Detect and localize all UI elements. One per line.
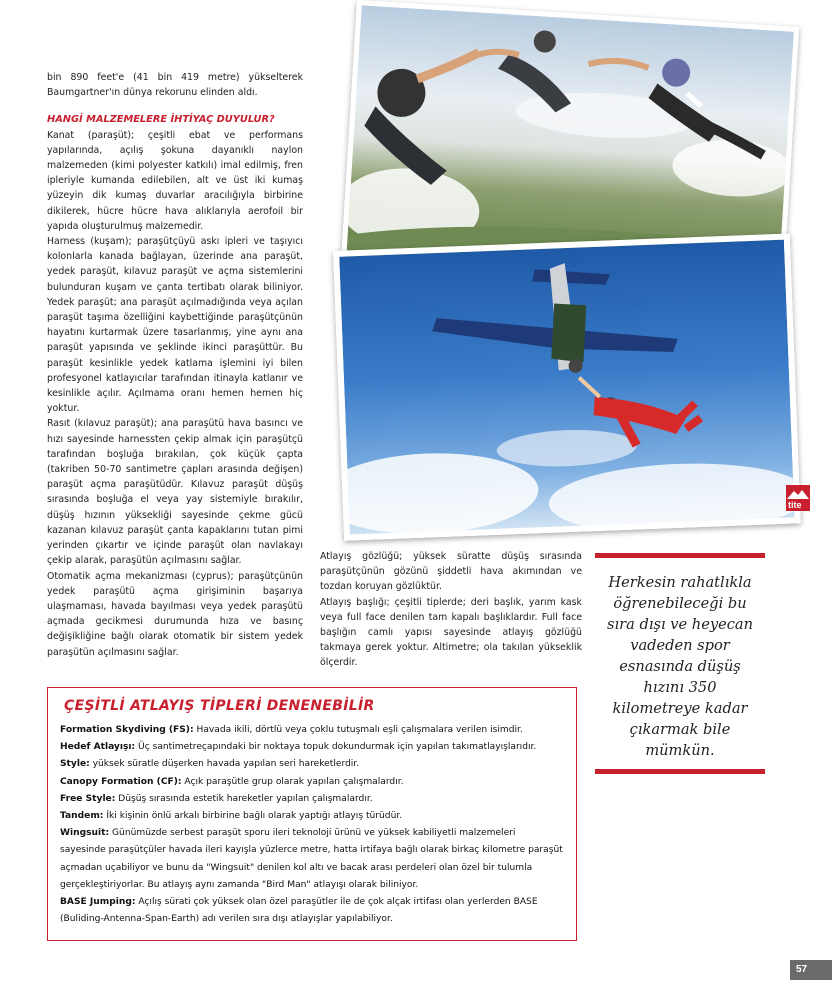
magazine-logo-text: tite (788, 500, 802, 510)
item-term: Wingsuit: (60, 828, 110, 839)
paragraph-intro: bin 890 feet'e (41 bin 419 metre) yükselterek Baumgartner'ın dünya rekorunu elinden aldı. (47, 72, 303, 99)
item-text: yüksek süratle düşerken havada yapılan seri hareketlerdir. (89, 759, 360, 770)
list-item (60, 808, 564, 825)
jump-types-box (47, 687, 577, 941)
paragraph-harness: Harness (kuşam); paraşütçüyü askı ipleri ve taşıyıcı kolonlarla kanada bağlayan, üzerinde ana paraşüt, yedek paraşüt, kılavuz paraşüt ve açma sistemlerini bulunduran kuşam ve çanta tertibatı olarak biliniyor. Yedek paraşüt; ana paraşüt açılmadığında veya açılan paraşüt taşıma özelliğini kaybettiğinde paraşütçünün hayatını kurtarmak üzere tasarlanmış, yine aynı ana paraşüt yapısında ve şeklinde ikinci paraşüttür. Bu paraşüt kesinlikle yedek katlama işlemini iyi bilen profesyonel katlayıcılar tarafından itinayla katlanır ve kesinlikle açılır. Açılmama oranı hemen hemen hiç yoktur. (47, 236, 303, 415)
paragraph-kanat: Kanat (paraşüt); çeşitli ebat ve performans yapılarında, açılış şokuna dayanıklı naylon malzemeden (kimi polyester katkılı) imal edilmiş, fren ipleriyle kumanda edilebilen, alt ve üst iki kumaş yüzeyin dik kumaş duvarlar aracılığıyla birbirine dikilerek, hücre hücre hava alıklarıyla aerofoil bir yapıda oluşturulmuş malzemedir. (47, 129, 303, 232)
mountain-icon (786, 488, 810, 500)
item-text: Düşüş sırasında estetik hareketler yapılan çalışmalardır. (115, 793, 373, 804)
jump-types-list (60, 722, 564, 928)
plane-exit-photo (333, 233, 801, 540)
paragraph-rasit: Rasıt (kılavuz paraşüt); ana paraşütü hava basıncı ve hızı sayesinde harnessten çekip almak için paraşütçü tarafından boşluğa bırakılan, çok küçük çapta (takriben 50-70 santimetre çapları arasında değişen) paraşüt açma paraşütüdür. Kılavuz paraşüt düşüş sırasında boşluğa el veya yay sistemiyle bırakılır, düşüş hızının yüksekliği sayesinde çekme gücü kazanan kılavuz paraşüt çanta kapaklarını tutan pimi yerinden çıkartır ve içinde paraşüt olan navlakayı çekip alarak, paraşütün açılmasını sağlar. (47, 418, 303, 567)
item-term: Free Style: (60, 793, 116, 804)
item-term: Canopy Formation (CF): (60, 776, 182, 787)
magazine-logo (786, 485, 810, 511)
item-text: Günümüzde serbest paraşüt sporu ileri teknoloji ürünü ve yüksek kabiliyetli malzemeleri sayesinde paraşütçüler havada ileri kayışla yüzlerce metre, hatta irtifaya bağlı olarak birkaç kilometre paraşüt açmadan uçabiliyor ve bunu da "Wingsuit" denilen kol altı ve bacak arası perdeleri olan özel bir tulumla gerçekleştiriyorlar. Bu atlayış aynı zamanda "Bird Man" atlayışı olarak biliniyor. (60, 828, 563, 890)
paragraph-otomatik: Otomatik açma mekanizması (cyprus); paraşütçünün yedek paraşütü açma girişiminin başarıya ulaşmaması, havada bayılması veya yedek paraşütü açmada gecikmesi durumunda hıza ve basınç değişikliğine bağlı olarak otomatik bir sistem yedek paraşütün açılmasını sağlar. (47, 570, 303, 658)
list-item (60, 739, 564, 756)
item-term: Tandem: (60, 811, 104, 822)
item-term: Formation Skydiving (FS): (60, 725, 194, 735)
page-number: 57 (790, 960, 832, 980)
section-heading: HANGİ MALZEMELERE İHTİYAÇ DUYULUR? (47, 114, 275, 126)
item-term: Style: (60, 759, 90, 770)
pull-quote-text: Herkesin rahatlıkla öğrenebileceği bu sıra dışı ve heyecan vadeden spor esnasında düşüş hızını 350 kilometreye kadar çıkarmak bile mümkün. (607, 574, 753, 759)
list-item (60, 894, 564, 928)
list-item (60, 791, 564, 808)
item-term: Hedef Atlayışı: (60, 742, 136, 753)
paragraph-gozluk: Atlayış gözlüğü; yüksek süratte düşüş sırasında paraşütçünün gözünü şiddetli hava akımından ve tozdan koruyan gözlüktür. (320, 551, 582, 593)
item-text: Açık paraşütle grup olarak yapılan çalışmalardır. (181, 776, 404, 787)
list-item (60, 825, 564, 894)
item-text: Açılış sürati çok yüksek olan özel paraşütler ile de çok alçak irtifası olan yerlerden BASE (Buliding-Antenna-Span-Earth) adı verilen sıra dışı atlayışlar yapılabiliyor. (60, 897, 538, 925)
left-column (47, 70, 303, 660)
paragraph-baslik: Atlayış başlığı; çeşitli tiplerde; deri başlık, yarım kask veya full face denilen tam kapalı başlıklardır. Full face başlığın camlı yapısı sayesinde atlayış gözlüğü takmaya gerek yoktur. Altimetre; ola takılan yükseklik ölçerdir. (320, 596, 582, 669)
quote-bottom-bar (595, 769, 765, 774)
item-term: BASE Jumping: (60, 897, 136, 908)
item-text: Havada ikili, dörtlü veya çoklu tutuşmalı eşli çalışmalara verilen isimdir. (193, 725, 523, 735)
jump-types-title: ÇEŞİTLİ ATLAYIŞ TİPLERİ DENENEBİLİR (64, 698, 375, 714)
plane-exit-illustration (339, 240, 794, 535)
list-item (60, 774, 564, 791)
item-text: İki kişinin önlü arkalı birbirine bağlı olarak yaptığı atlayış türüdür. (103, 811, 403, 822)
middle-column (320, 549, 582, 671)
item-text: Üç santimetreçapındaki bir noktaya topuk dokundurmak için yapılan takımatlayışlarıdır. (135, 742, 537, 753)
list-item (60, 756, 564, 773)
list-item (60, 722, 564, 739)
pull-quote (595, 553, 765, 774)
